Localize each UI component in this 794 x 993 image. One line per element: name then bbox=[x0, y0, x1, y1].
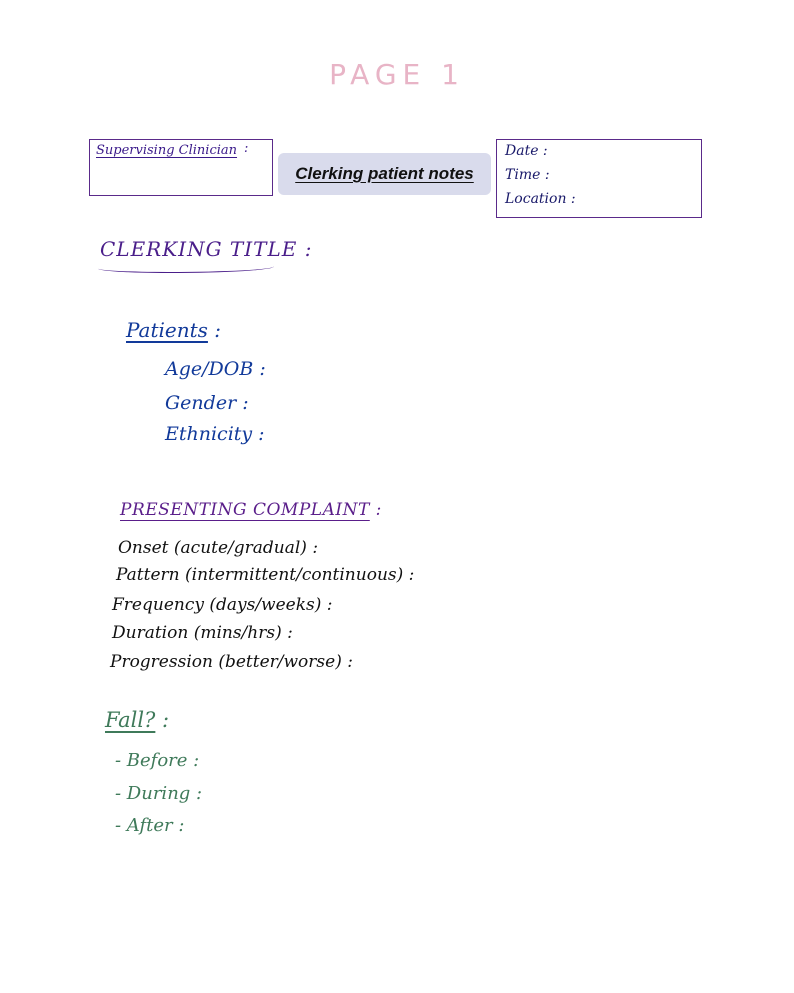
complaint-field-pattern: Pattern (intermittent/continuous) : bbox=[116, 565, 415, 585]
complaint-field-frequency: Frequency (days/weeks) : bbox=[112, 595, 333, 615]
clerking-notes-title-badge bbox=[278, 153, 491, 195]
supervising-clinician-colon: : bbox=[244, 141, 249, 156]
clerking-title-underline bbox=[98, 262, 274, 273]
fall-field-before: - Before : bbox=[115, 750, 200, 771]
complaint-field-onset: Onset (acute/gradual) : bbox=[118, 538, 319, 558]
complaint-field-duration: Duration (mins/hrs) : bbox=[112, 623, 293, 643]
fall-heading bbox=[105, 708, 169, 732]
fall-heading-colon: : bbox=[155, 708, 170, 732]
supervising-clinician-box bbox=[89, 139, 273, 196]
patient-field-age-dob: Age/DOB : bbox=[165, 358, 266, 380]
presenting-complaint-heading-label: PRESENTING COMPLAINT bbox=[120, 500, 370, 520]
patient-field-gender: Gender : bbox=[165, 392, 249, 414]
patients-heading-colon: : bbox=[207, 318, 222, 342]
patients-heading bbox=[126, 318, 221, 342]
clerking-title-heading: CLERKING TITLE : bbox=[100, 237, 313, 261]
presenting-complaint-heading bbox=[120, 500, 382, 520]
patient-field-ethnicity: Ethnicity : bbox=[165, 423, 265, 445]
complaint-field-progression: Progression (better/worse) : bbox=[110, 652, 353, 672]
clerking-notes-title: Clerking patient notes bbox=[295, 164, 474, 183]
fall-heading-label: Fall? bbox=[105, 708, 156, 732]
fall-field-during: - During : bbox=[115, 783, 203, 804]
location-label: Location : bbox=[505, 191, 576, 207]
presenting-complaint-heading-colon: : bbox=[369, 500, 382, 520]
fall-field-after: - After : bbox=[115, 815, 185, 836]
date-time-location-box bbox=[496, 139, 702, 218]
time-label: Time : bbox=[505, 167, 550, 183]
supervising-clinician-label: Supervising Clinician bbox=[96, 143, 238, 158]
patients-heading-label: Patients bbox=[126, 318, 208, 342]
date-label: Date : bbox=[505, 143, 548, 159]
page-title: PAGE 1 bbox=[329, 58, 465, 91]
